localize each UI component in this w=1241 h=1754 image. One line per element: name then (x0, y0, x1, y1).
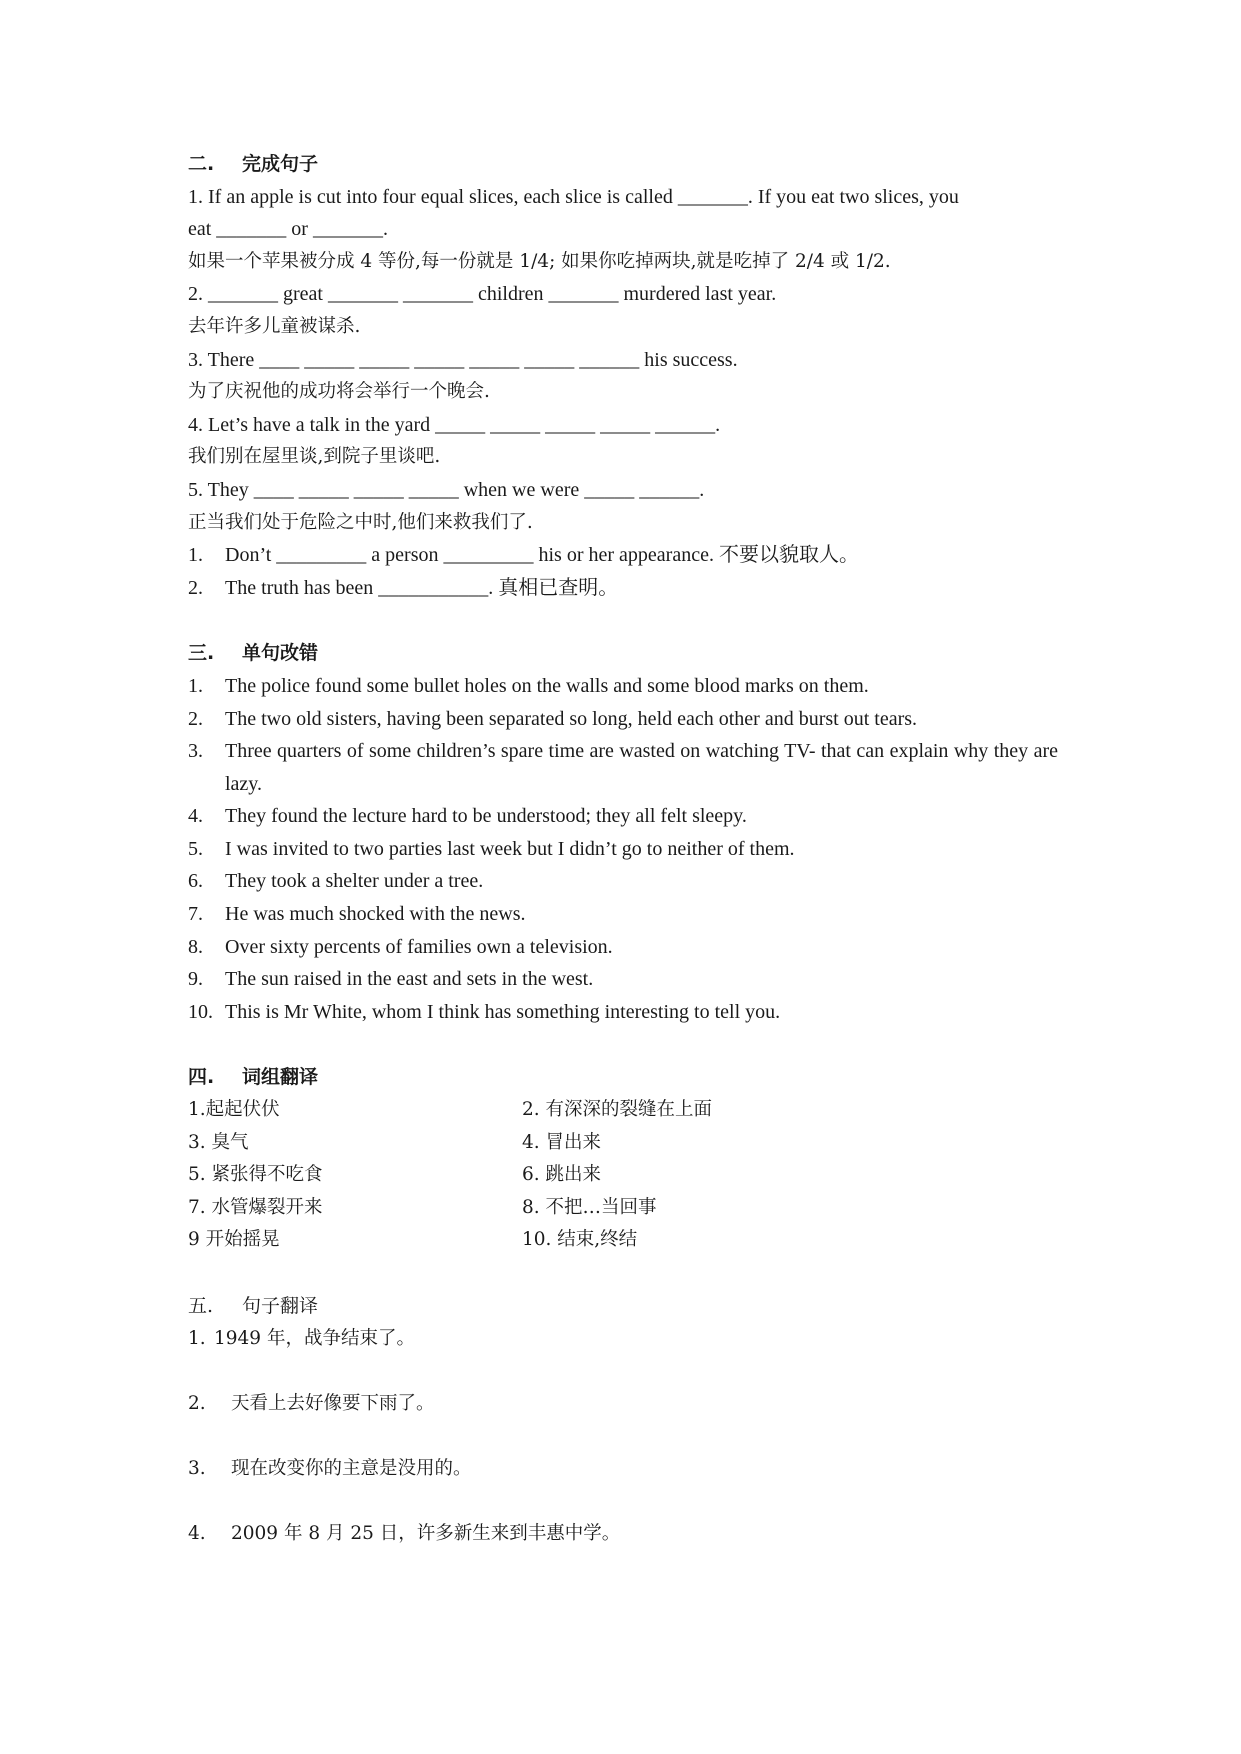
phrase-item: 7. 水管爆裂开来 (188, 1196, 323, 1218)
section-number: 三. (188, 642, 215, 665)
phrase-item: 6. 跳出来 (522, 1164, 602, 1186)
section-number: 四. (188, 1066, 215, 1089)
spacer (188, 1028, 1058, 1061)
item-number: 2. (188, 1392, 206, 1414)
item-text: I was invited to two parties last week but I didn’t go to neither of them. (225, 837, 795, 860)
list-item (188, 670, 1058, 703)
phrase-item: 8. 不把…当回事 (522, 1196, 657, 1218)
item-text: He was much shocked with the news. (225, 903, 526, 926)
sentence-2-english: 2. _______ great _______ _______ children _______ murdered last year. (188, 283, 777, 306)
worksheet-page (188, 148, 1058, 1550)
sentence-2-chinese: 去年许多儿童被谋杀. (188, 315, 361, 337)
spacer (188, 1257, 1058, 1290)
list-item (188, 865, 1058, 898)
item-text: 天看上去好像要下雨了。 (231, 1392, 435, 1414)
item-number: 3. (188, 1457, 206, 1479)
item-number: 1. (188, 674, 203, 697)
item-text: This is Mr White, whom I think has something interesting to tell you. (225, 1000, 781, 1023)
list-item (188, 996, 1058, 1029)
section-number: 二. (188, 153, 215, 175)
list-item (188, 735, 1058, 800)
phrase-item: 4. 冒出来 (522, 1131, 602, 1153)
section-title: 单句改错 (242, 642, 319, 665)
list-item (188, 703, 1058, 736)
spacer (188, 604, 1058, 637)
section-heading-3 (188, 637, 1058, 670)
section-title: 句子翻译 (242, 1295, 319, 1317)
phrase-item: 1.起起伏伏 (188, 1099, 280, 1121)
section-heading-2 (188, 148, 1058, 181)
item-number: 2. (188, 576, 203, 599)
translation-item (188, 1518, 1058, 1551)
sentence-1-chinese: 如果一个苹果被分成 4 等份,每一份就是 1/4; 如果你吃掉两块,就是吃掉了 2/4 或 1/2. (188, 250, 891, 272)
item-text: 2009 年 8 月 25 日，许多新生来到丰惠中学。 (231, 1522, 621, 1544)
phrase-item: 3. 臭气 (188, 1131, 249, 1153)
sentence-5-english: 5. They ____ _____ _____ _____ when we were _____ ______. (188, 478, 705, 501)
item-text: The sun raised in the east and sets in the west. (225, 968, 594, 991)
sentence-1-english-line-1: 1. If an apple is cut into four equal slices, each slice is called _______. If you eat two slices, you (188, 185, 959, 208)
item-number: 3. (188, 740, 203, 763)
item-number: 6. (188, 870, 203, 893)
item-text: Over sixty percents of families own a television. (225, 935, 613, 958)
section-title: 词组翻译 (242, 1066, 319, 1089)
section-heading-4 (188, 1061, 1058, 1094)
item-number: 7. (188, 903, 203, 926)
list-item (188, 800, 1058, 833)
sentence-4-chinese: 我们别在屋里谈,到院子里谈吧. (188, 446, 441, 468)
phrase-item: 5. 紧张得不吃食 (188, 1164, 323, 1186)
translation-item (188, 1388, 1058, 1453)
item-number: 5. (188, 837, 203, 860)
item-number: 10. (188, 1000, 213, 1023)
sentence-3-chinese: 为了庆祝他的成功将会举行一个晚会. (188, 381, 490, 403)
item-number: 9. (188, 968, 203, 991)
sentence-1-english-line-2: eat _______ or _______. (188, 218, 388, 241)
list-item (188, 572, 1058, 605)
item-text: The police found some bullet holes on the walls and some blood marks on them. (225, 674, 869, 697)
section-title: 完成句子 (242, 153, 319, 175)
section-heading-5 (188, 1290, 1058, 1323)
section-number: 五. (188, 1295, 214, 1317)
list-item (188, 898, 1058, 931)
translation-item (188, 1323, 1058, 1388)
item-text: Don’t _________ a person _________ his or her appearance. 不要以貌取人。 (225, 544, 859, 567)
list-item (188, 833, 1058, 866)
item-text: They found the lecture hard to be understood; they all felt sleepy. (225, 805, 747, 828)
item-number: 4. (188, 1522, 206, 1544)
translation-item (188, 1453, 1058, 1518)
item-number: 8. (188, 935, 203, 958)
item-text: They took a shelter under a tree. (225, 870, 484, 893)
phrase-item: 9 开始摇晃 (188, 1229, 280, 1251)
item-number: 1. (188, 1327, 206, 1349)
item-text: 现在改变你的主意是没用的。 (231, 1457, 472, 1479)
item-number: 2. (188, 707, 203, 730)
list-item (188, 963, 1058, 996)
item-text: The two old sisters, having been separated so long, held each other and burst out tears. (225, 707, 918, 730)
item-text: The truth has been ___________. 真相已查明。 (225, 576, 619, 599)
phrase-grid (188, 1094, 1058, 1257)
list-item (188, 539, 1058, 572)
phrase-item: 2. 有深深的裂缝在上面 (522, 1099, 713, 1121)
sentence-5-chinese: 正当我们处于危险之中时,他们来救我们了. (188, 511, 533, 533)
list-item (188, 931, 1058, 964)
sentence-4-english: 4. Let’s have a talk in the yard _____ _____ _____ _____ ______. (188, 413, 721, 436)
sentence-3-english: 3. There ____ _____ _____ _____ _____ _____ ______ his success. (188, 348, 738, 371)
item-text: Three quarters of some children’s spare time are wasted on watching TV- that can explain why they are lazy. (225, 740, 1058, 795)
item-number: 4. (188, 805, 203, 828)
phrase-item: 10. 结束,终结 (522, 1229, 638, 1251)
item-text: 1949 年，战争结束了。 (214, 1327, 415, 1349)
item-number: 1. (188, 544, 203, 567)
